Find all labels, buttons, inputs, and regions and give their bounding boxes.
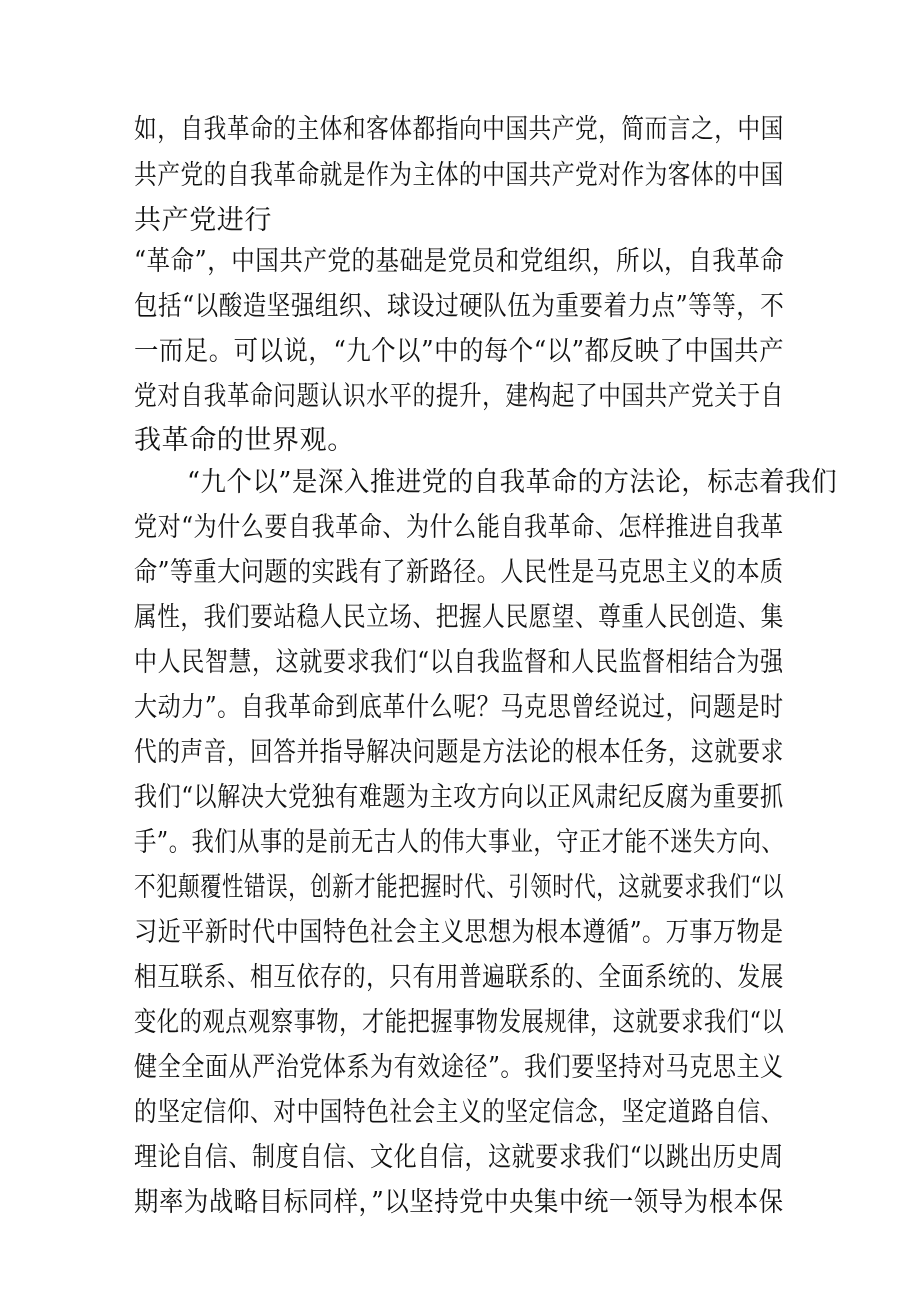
text-line: “革命”，中国共产党的基础是党员和党组织，所以，自我革命 xyxy=(134,246,785,277)
text-line: 代的声音，回答并指导解决问题是方法论的根本任务，这就要求 xyxy=(134,737,784,768)
text-line: 健全全面从严治党体系为有效途径”。我们要坚持对马克思主义 xyxy=(134,1052,784,1083)
text-line: 我们“以解决大党独有难题为主攻方向以正风肃纪反腐为重要抓 xyxy=(134,782,784,813)
paragraph-first-line: “九个以”是深入推进党的自我革命的方法论，标志着我们 xyxy=(187,467,838,498)
text-line: 党对“为什么要自我革命、为什么能自我革命、怎样推进自我革 xyxy=(134,512,784,543)
text-line: 手”。我们从事的是前无古人的伟大事业，守正才能不迷失方向、 xyxy=(134,827,785,858)
text-line: 党对自我革命问题认识水平的提升，建构起了中国共产党关于自 xyxy=(134,381,784,412)
text-line: 理论自信、制度自信、文化自信，这就要求我们“以跳出历史周 xyxy=(134,1142,784,1173)
text-line: 我革命的世界观。 xyxy=(134,425,355,456)
text-line: 中人民智慧，这就要求我们“以自我监督和人民监督相结合为强 xyxy=(134,647,784,678)
text-line: 共产党的自我革命就是作为主体的中国共产党对作为客体的中国 xyxy=(134,160,784,191)
text-line: 如，自我革命的主体和客体都指向中国共产党，简而言之，中国 xyxy=(134,114,784,145)
text-line: 习近平新时代中国特色社会主义思想为根本遵循”。万事万物是 xyxy=(134,917,784,948)
text-line: 不犯颠覆性错误，创新才能把握时代、引领时代，这就要求我们“以 xyxy=(134,872,784,903)
text-line: 期率为战略目标同样，”以坚持党中央集中统一领导为根本保 xyxy=(134,1187,784,1218)
text-line: 共产党进行 xyxy=(134,205,272,236)
text-line: 变化的观点观察事物，才能把握事物发展规律，这就要求我们“以 xyxy=(134,1007,785,1038)
text-line: 属性，我们要站稳人民立场、把握人民愿望、尊重人民创造、集 xyxy=(134,602,784,633)
text-line: 命”等重大问题的实践有了新路径。人民性是马克思主义的本质 xyxy=(134,557,784,588)
text-line: 大动力”。自我革命到底革什么呢？马克思曾经说过，问题是时 xyxy=(134,692,784,723)
text-line: 相互联系、相互依存的，只有用普遍联系的、全面系统的、发展 xyxy=(134,962,784,993)
text-line: 包括“以酸造坚强组织、球设过硬队伍为重要着力点”等等，不 xyxy=(134,291,785,322)
text-line: 一而足。可以说，“九个以”中的每个“以”都反映了中国共产 xyxy=(134,336,785,367)
text-line: 的坚定信仰、对中国特色社会主义的坚定信念，坚定道路自信、 xyxy=(134,1097,784,1128)
